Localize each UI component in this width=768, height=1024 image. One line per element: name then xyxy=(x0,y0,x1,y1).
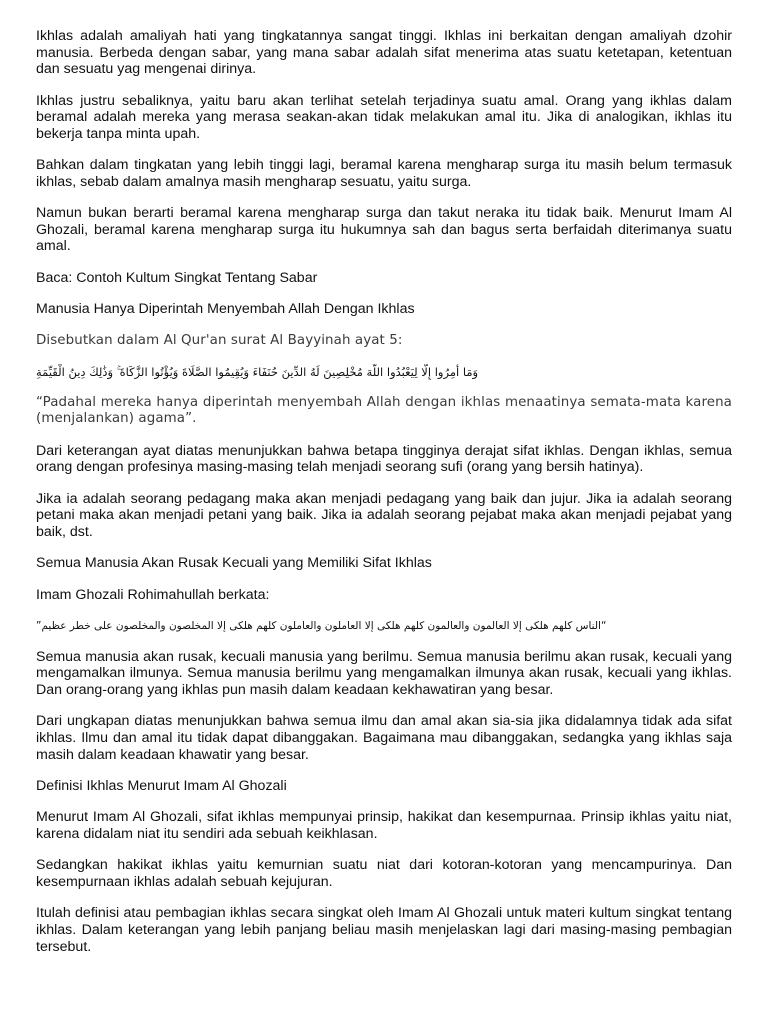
paragraph-ikhlas-contrast: Ikhlas justru sebaliknya, yaitu baru akan terlihat setelah terjadinya suatu amal. Orang yang ikhlas dalam beramal adalah mereka yang merasa seakan-akan tidak melakukan amal itu. Jika di analogikan, ikhlas itu bekerja tanpa minta upah. xyxy=(36,92,732,142)
arabic-ayat: وَمَا أُمِرُوا إِلَّا لِيَعْبُدُوا اللَّهَ مُخْلِصِينَ لَهُ الدِّينَ حُنَفَاءَ وَيُقِيمُوا الصَّلَاةَ وَيُؤْتُوا الزَّكَاةَ ۚ وَذَٰلِكَ دِينُ الْقَيِّمَةِ xyxy=(36,364,479,379)
paragraph-essence: Sedangkan hakikat ikhlas yaitu kemurnian suatu niat dari kotoran-kotoran yang mencampurinya. Dan kesempurnaan ikhlas adalah sebuah kejujuran. xyxy=(36,857,732,890)
paragraph-closing: Itulah definisi atau pembagian ikhlas secara singkat oleh Imam Al Ghozali untuk materi kultum singkat tentang ikhlas. Dalam keterangan yang lebih panjang beliau masih menjelaskan lagi dari masing-masing pembagian tersebut. xyxy=(36,905,732,955)
section-heading-ruin: Semua Manusia Akan Rusak Kecuali yang Memiliki Sifat Ikhlas xyxy=(36,555,432,572)
paragraph-professions: Jika ia adalah seorang pedagang maka akan menjadi pedagang yang baik dan jujur. Jika ia adalah seorang petani maka akan menjadi petani yang baik. Jika ia adalah seorang pejabat maka akan menjadi pejabat yang baik, dst. xyxy=(36,490,732,540)
paragraph-ghozali-view: Namun bukan berarti beramal karena mengharap surga dan takut neraka itu tidak baik. Menurut Imam Al Ghozali, beramal karena mengharap surga itu hukumnya sah dan bagus serta berfaidah diterimanya suatu amal. xyxy=(36,205,732,255)
paragraph-sufi: Dari keterangan ayat diatas menunjukkan bahwa betapa tingginya derajat sifat ikhlas. Dengan ikhlas, semua orang dengan profesinya masing-masing telah menjadi seorang sufi (orang yang bersih hatinya). xyxy=(36,442,732,476)
paragraph-principle: Menurut Imam Al Ghozali, sifat ikhlas mempunyai prinsip, hakikat dan kesempurnaa. Prinsip ikhlas yaitu niat, karena didalam niat itu sendiri ada sebuah keikhlasan. xyxy=(36,809,732,842)
section-heading-worship: Manusia Hanya Diperintah Menyembah Allah Dengan Ikhlas xyxy=(36,301,415,318)
document-page xyxy=(36,28,732,970)
arabic-quote: “الناس كلهم هلكى إلا العالمون والعالمون كلهم هلكى إلا العاملون والعاملون كلهم هلكى إلا المخلصون والمخلصون على خطر عظيم” xyxy=(36,620,607,633)
paragraph-quote-translation: Semua manusia akan rusak, kecuali manusia yang berilmu. Semua manusia berilmu akan rusak, kecuali yang mengamalkan ilmunya. Semua manusia berilmu yang mengamalkan ilmunya akan rusak, kecuali yang ikhlas. Dan orang-orang yang ikhlas pun masih dalam keadaan kekhawatiran yang besar. xyxy=(36,648,732,698)
paragraph-higher-level: Bahkan dalam tingkatan yang lebih tinggi lagi, beramal karena mengharap surga itu masih belum termasuk ikhlas, sebab dalam amalnya masih mengharap sesuatu, yaitu surga. xyxy=(36,157,732,190)
paragraph-ikhlas-definition: Ikhlas adalah amaliyah hati yang tingkatannya sangat tinggi. Ikhlas ini berkaitan dengan amaliyah dzohir manusia. Berbeda dengan sabar, yang mana sabar adalah sifat menerima atas suatu ketetapan, ketentuan dan sesuatu yag mengenai dirinya. xyxy=(36,28,732,78)
paragraph-quote-explanation: Dari ungkapan diatas menunjukkan bahwa semua ilmu dan amal akan sia-sia jika didalamnya tidak ada sifat ikhlas. Ilmu dan amal itu tidak dapat dibanggakan. Bagaimana mau dibanggakan, sedangka yang ikhlas saja masih dalam keadaan khawatir yang besar. xyxy=(36,713,732,763)
section-heading-definition: Definisi Ikhlas Menurut Imam Al Ghozali xyxy=(36,777,287,794)
ayat-intro: Disebutkan dalam Al Qur'an surat Al Bayyinah ayat 5: xyxy=(36,332,403,348)
read-also-link[interactable]: Baca: Contoh Kultum Singkat Tentang Sabar xyxy=(36,269,318,286)
ayat-translation: “Padahal mereka hanya diperintah menyembah Allah dengan ikhlas menaatinya semata-mata karena (menjalankan) agama”. xyxy=(36,394,732,427)
imam-quote-intro: Imam Ghozali Rohimahullah berkata: xyxy=(36,586,270,603)
